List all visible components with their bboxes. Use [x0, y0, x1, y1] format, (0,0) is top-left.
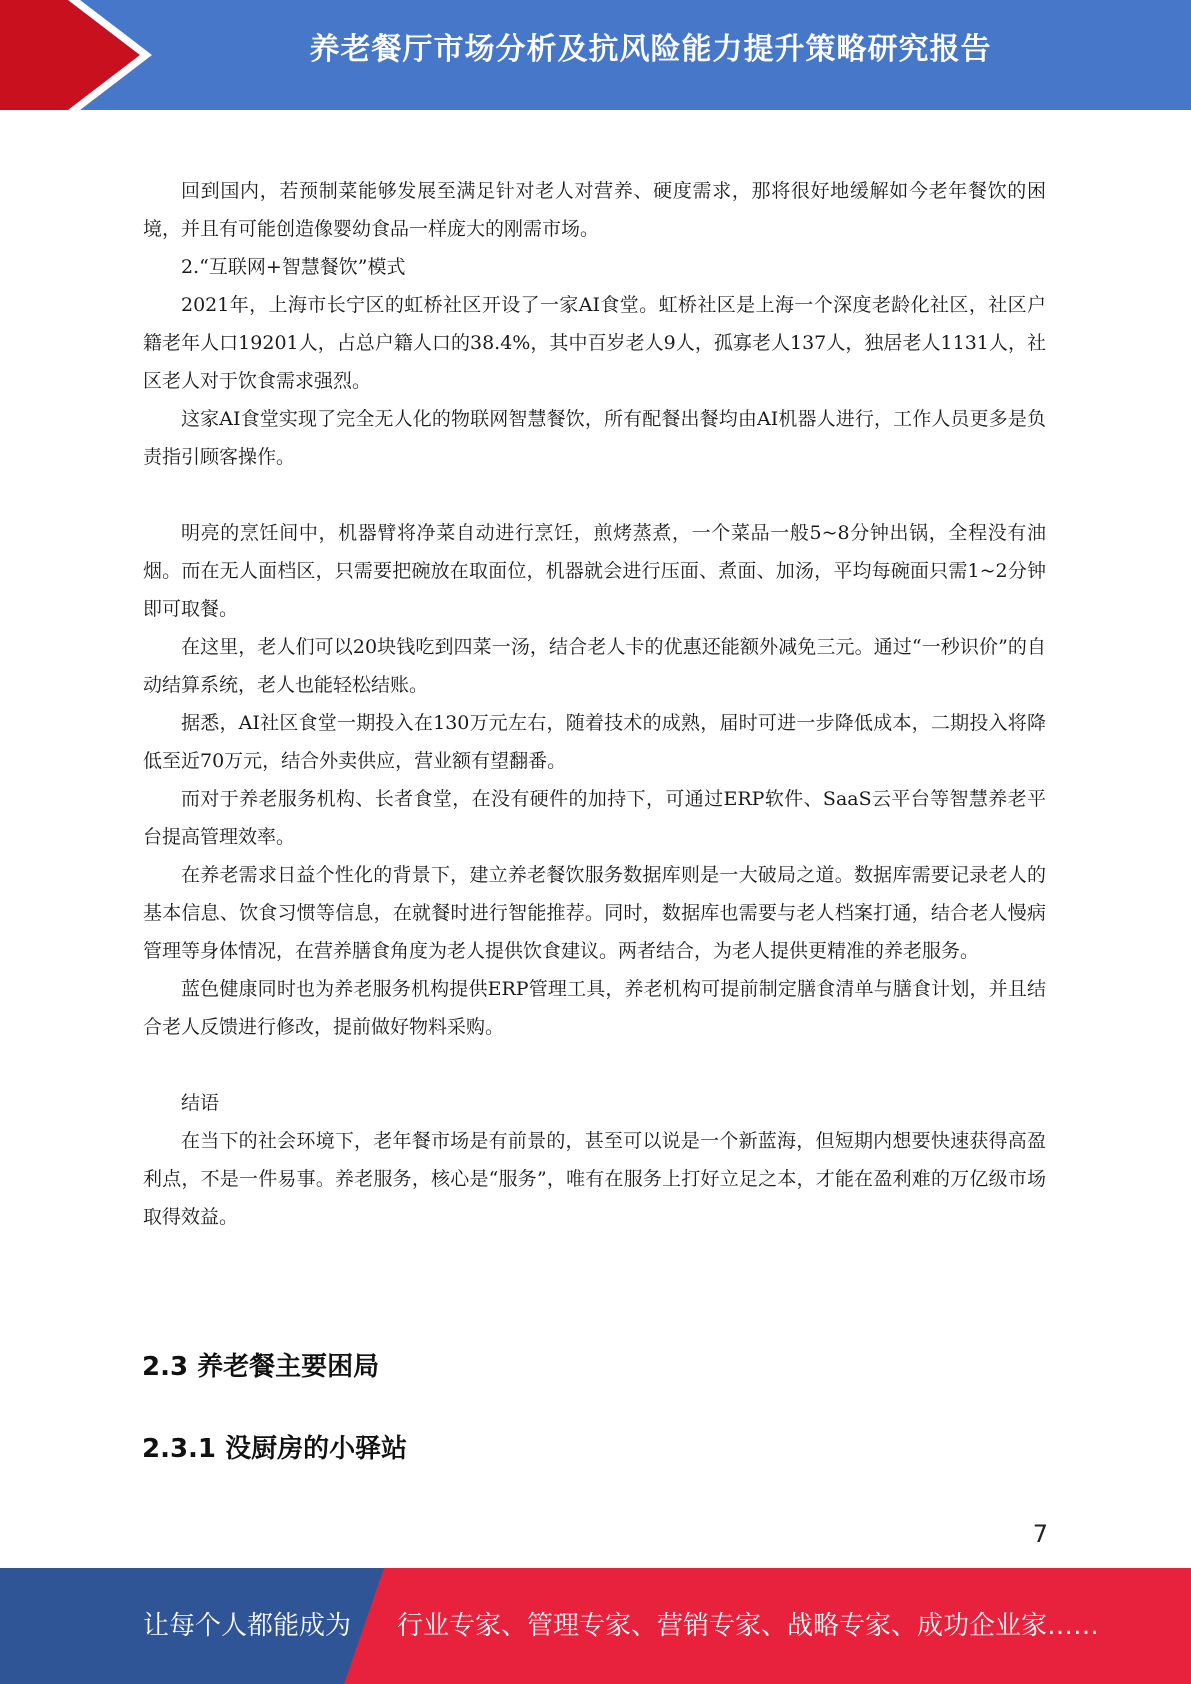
paragraph: 在养老需求日益个性化的背景下，建立养老餐饮服务数据库则是一大破局之道。数据库需要记录老人的基本信息、饮食习惯等信息，在就餐时进行智能推荐。同时，数据库也需要与老人档案打通，结合老人慢病管理等身体情况，在营养膳食角度为老人提供饮食建议。两者结合，为老人提供更精准的养老服务。 [143, 864, 1046, 962]
page-number: 7 [1032, 1520, 1048, 1548]
paragraph: 这家AI食堂实现了完全无人化的物联网智慧餐饮，所有配餐出餐均由AI机器人进行，工作人员更多是负责指引顾客操作。 [143, 408, 1046, 468]
paragraph: 2021年，上海市长宁区的虹桥社区开设了一家AI食堂。虹桥社区是上海一个深度老龄化社区，社区户籍老年人口19201人，占总户籍人口的38.4%，其中百岁老人9人，孤寡老人137人，独居老人1131人，社区老人对于饮食需求强烈。 [143, 294, 1046, 392]
spacer [143, 476, 1046, 514]
spacer [143, 1046, 1046, 1084]
paragraph: 据悉，AI社区食堂一期投入在130万元左右，随着技术的成熟，届时可进一步降低成本，二期投入将降低至近70万元，结合外卖供应，营业额有望翻番。 [143, 712, 1046, 772]
paragraph: 蓝色健康同时也为养老服务机构提供ERP管理工具，养老机构可提前制定膳食清单与膳食计划，并且结合老人反馈进行修改，提前做好物料采购。 [143, 978, 1046, 1038]
page-header-band [0, 0, 1191, 110]
paragraph: 而对于养老服务机构、长者食堂，在没有硬件的加持下，可通过ERP软件、SaaS云平台等智慧养老平台提高管理效率。 [143, 788, 1046, 848]
report-title: 养老餐厅市场分析及抗风险能力提升策略研究报告 [309, 32, 992, 67]
paragraph: 在当下的社会环境下，老年餐市场是有前景的，甚至可以说是一个新蓝海，但短期内想要快速获得高盈利点，不是一件易事。养老服务，核心是“服务”，唯有在服务上打好立足之本，才能在盈利难的万亿级市场取得效益。 [143, 1130, 1046, 1228]
conclusion-label: 结语 [181, 1092, 220, 1114]
body-text [143, 172, 1046, 1236]
page-footer-band [0, 1568, 1191, 1684]
paragraph: 在这里，老人们可以20块钱吃到四菜一汤，结合老人卡的优惠还能额外减免三元。通过“一秒识价”的自动结算系统，老人也能轻松结账。 [143, 636, 1046, 696]
paragraph: 回到国内，若预制菜能够发展至满足针对老人对营养、硬度需求，那将很好地缓解如今老年餐饮的困境，并且有可能创造像婴幼食品一样庞大的刚需市场。 [143, 180, 1046, 240]
section-heading-2-3: 2.3 养老餐主要困局 [142, 1352, 380, 1382]
header-red-chevron [0, 0, 160, 110]
footer-slogan-left: 让每个人都能成为 [143, 1611, 352, 1641]
paragraph: 明亮的烹饪间中，机器臂将净菜自动进行烹饪，煎烤蒸煮，一个菜品一般5~8分钟出锅，全程没有油烟。而在无人面档区，只需要把碗放在取面位，机器就会进行压面、煮面、加汤，平均每碗面只需1~2分钟即可取餐。 [143, 522, 1046, 620]
footer-slogan-right: 行业专家、管理专家、营销专家、战略专家、成功企业家…… [397, 1611, 1100, 1641]
section-heading-2-3-1: 2.3.1 没厨房的小驿站 [142, 1434, 408, 1464]
subheading-internet-catering: 2.“互联网+智慧餐饮”模式 [181, 256, 406, 278]
